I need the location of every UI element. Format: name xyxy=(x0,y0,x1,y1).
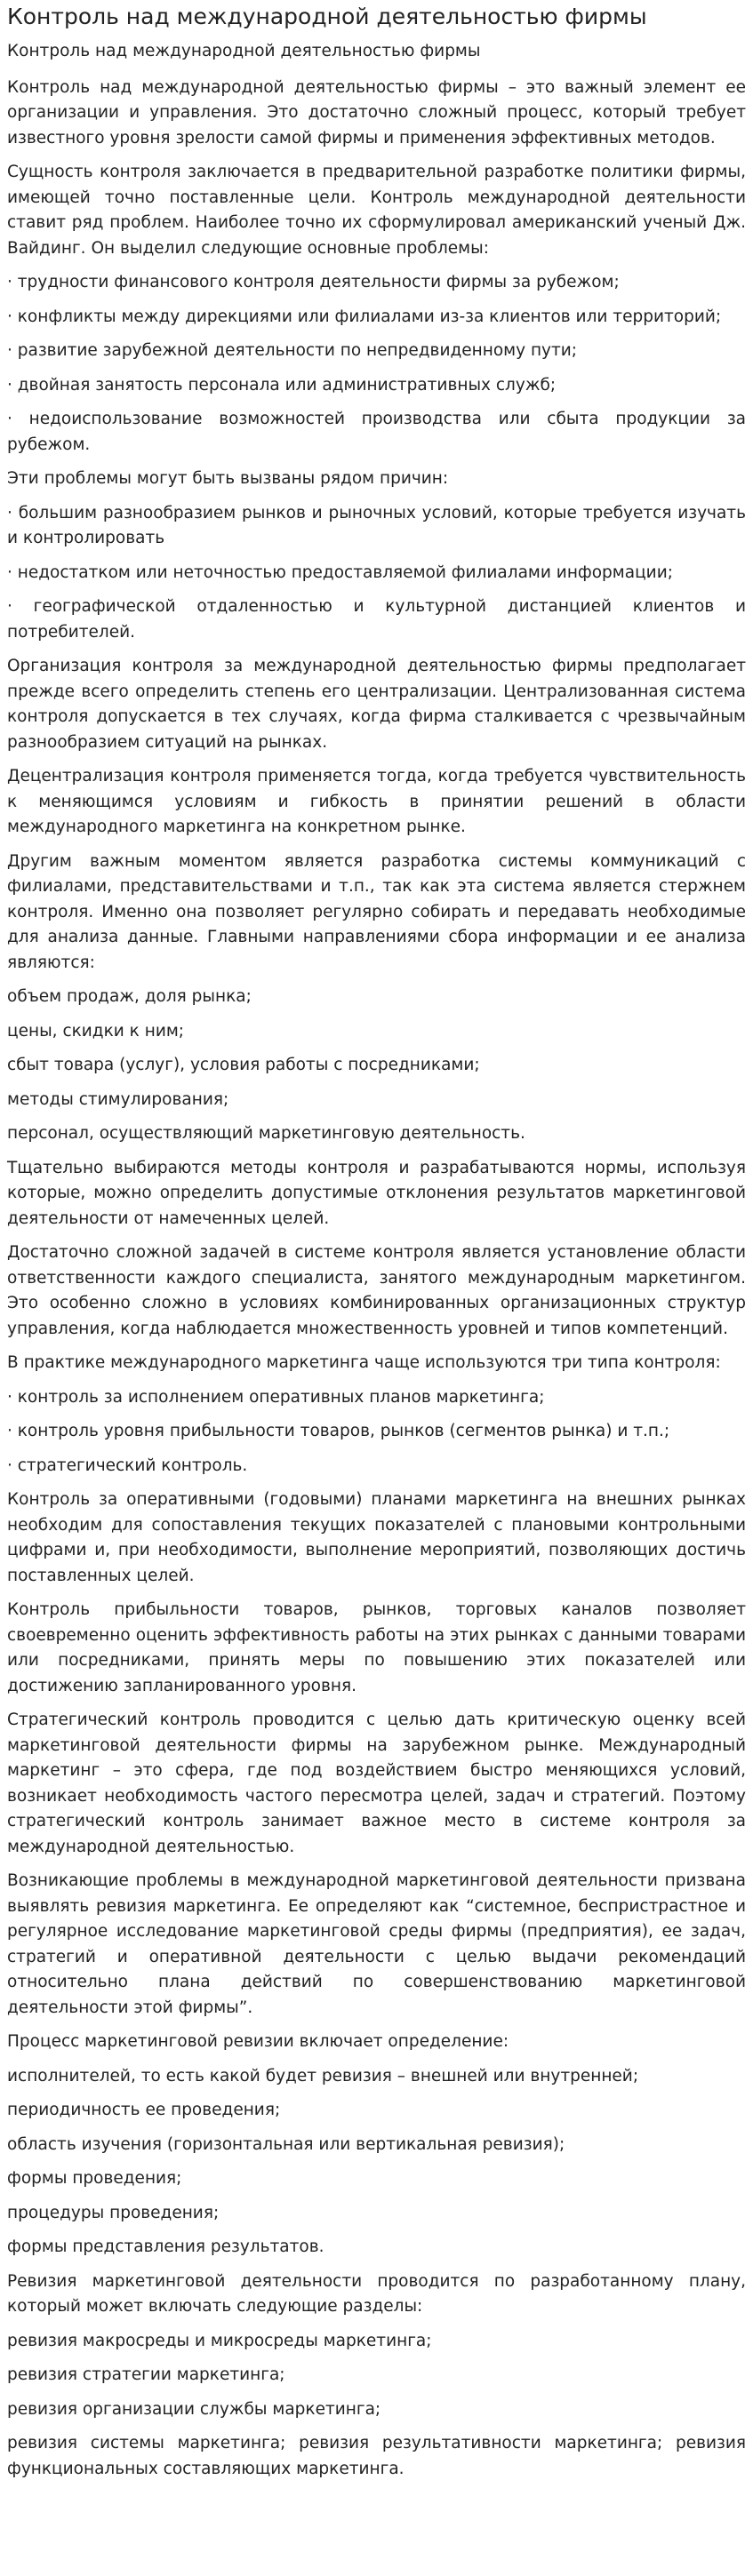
paragraph: ревизия системы маркетинга; ревизия результативности маркетинга; ревизия функциональных составляющих маркетинга. xyxy=(7,2434,746,2478)
bullet-item: · двойная занятость персонала или административных служб; xyxy=(7,375,557,395)
paragraph: Ревизия маркетинговой деятельности проводится по разработанному плану, который может включать следующие разделы: xyxy=(7,2271,746,2316)
paragraph: Сущность контроля заключается в предварительной разработке политики фирмы, имеющей точно поставленные цели. Контроль международной деятельности ставит ряд проблем. Наиболее точно их сформулировал американский ученый Дж. Вайдинг. Он выделил следующие основные проблемы: xyxy=(7,163,746,258)
paragraph: Процесс маркетинговой ревизии включает определение: xyxy=(7,2032,509,2051)
bullet-item: · контроль уровня прибыльности товаров, рынков (сегментов рынка) и т.п.; xyxy=(7,1422,670,1440)
subtitle: Контроль над международной деятельностью фирмы xyxy=(7,42,481,60)
bullet-item: · недостатком или неточностью предоставляемой филиалами информации; xyxy=(7,562,673,582)
document-body xyxy=(7,39,746,2482)
paragraph: цены, скидки к ним; xyxy=(7,1021,185,1041)
paragraph: Контроль прибыльности товаров, рынков, торговых каналов позволяет своевременно оценить эффективность работы на этих рынках с данными товарами или посредниками, принять меры по повышению этих показателей или достижению запланированного уровня. xyxy=(7,1600,746,1695)
paragraph: Достаточно сложной задачей в системе контроля является установление области ответственности каждого специалиста, занятого международным маркетингом. Это особенно сложно в условиях комбинированных организационных структур управления, когда наблюдается множественность уровней и типов компетенций. xyxy=(7,1243,746,1338)
paragraph: ревизия стратегии маркетинга; xyxy=(7,2365,285,2384)
paragraph: Другим важным моментом является разработка системы коммуникаций с филиалами, представительствами и т.п., так как эта система является стержнем контроля. Именно она позволяет регулярно собирать и передавать необходимые для анализа данные. Главными направлениями сбора информации и ее анализа являются: xyxy=(7,851,746,972)
paragraph: формы проведения; xyxy=(7,2169,182,2188)
paragraph: Возникающие проблемы в международной маркетинговой деятельности призвана выявлять ревизия маркетинга. Ее определяют как “системное, беспристрастное и регулярное исследование маркетинговой среды фирмы (предприятия), ее задач, стратегий и оперативной деятельности с целью выдачи рекомендаций относительно плана действий по совершенствованию маркетинговой деятельности этой фирмы”. xyxy=(7,1871,746,2017)
paragraph: Контроль над международной деятельностью фирмы – это важный элемент ее организации и управления. Это достаточно сложный процесс, который требует известного уровня зрелости самой фирмы и применения эффективных методов. xyxy=(7,77,746,148)
bullet-item: · географической отдаленностью и культурной дистанцией клиентов и потребителей. xyxy=(7,597,746,642)
paragraph: Стратегический контроль проводится с целью дать критическую оценку всей маркетинговой деятельности фирмы на зарубежном рынке. Международный маркетинг – это сфера, где под воздействием быстро меняющихся условий, возникает необходимость частого пересмотра целей, задач и стратегий. Поэтому стратегический контроль занимает важное место в системе контроля за международной деятельностью. xyxy=(7,1711,746,1856)
paragraph: Тщательно выбираются методы контроля и разрабатываются нормы, используя которые, можно определить допустимые отклонения результатов маркетинговой деятельности от намеченных целей. xyxy=(7,1158,746,1228)
paragraph: процедуры проведения; xyxy=(7,2203,220,2222)
paragraph: Контроль за оперативными (годовыми) планами маркетинга на внешних рынках необходим для сопоставления текущих показателей с плановыми контрольными цифрами и, при необходимости, выполнение мероприятий, позволяющих достичь поставленных целей. xyxy=(7,1490,746,1585)
bullet-item: · развитие зарубежной деятельности по непредвиденному пути; xyxy=(7,341,578,360)
page-title: Контроль над международной деятельностью фирмы xyxy=(7,4,647,29)
bullet-item: · контроль за исполнением оперативных планов маркетинга; xyxy=(7,1387,545,1407)
document xyxy=(0,4,753,2482)
bullet-item: · конфликты между дирекциями или филиалами из-за клиентов или территорий; xyxy=(7,307,722,326)
paragraph: Организация контроля за международной деятельностью фирмы предполагает прежде всего определить степень его централизации. Централизованная система контроля допускается в тех случаях, когда фирма сталкивается с чрезвычайным разнообразием ситуаций на рынках. xyxy=(7,657,746,752)
bullet-item: · недоиспользование возможностей производства или сбыта продукции за рубежом. xyxy=(7,410,746,454)
paragraph: объем продаж, доля рынка; xyxy=(7,987,252,1006)
paragraph: ревизия макросреды и микросреды маркетинга; xyxy=(7,2331,432,2350)
paragraph: В практике международного маркетинга чаще используются три типа контроля: xyxy=(7,1353,721,1372)
paragraph: методы стимулирования; xyxy=(7,1089,229,1109)
paragraph: Эти проблемы могут быть вызваны рядом причин: xyxy=(7,469,449,488)
paragraph: исполнителей, то есть какой будет ревизия – внешней или внутренней; xyxy=(7,2066,639,2086)
bullet-item: · большим разнообразием рынков и рыночных условий, которые требуется изучать и контролировать xyxy=(7,503,746,547)
paragraph: сбыт товара (услуг), условия работы с посредниками; xyxy=(7,1056,480,1074)
paragraph: область изучения (горизонтальная или вертикальная ревизия); xyxy=(7,2134,565,2154)
paragraph: персонал, осуществляющий маркетинговую деятельность. xyxy=(7,1124,525,1143)
bullet-item: · стратегический контроль. xyxy=(7,1455,248,1475)
paragraph: Децентрализация контроля применяется тогда, когда требуется чувствительность к меняющимся условиям и гибкость в принятии решений в области международного маркетинга на конкретном рынке. xyxy=(7,767,746,836)
paragraph: периодичность ее проведения; xyxy=(7,2101,281,2119)
paragraph: формы представления результатов. xyxy=(7,2237,324,2256)
bullet-item: · трудности финансового контроля деятельности фирмы за рубежом; xyxy=(7,273,620,291)
paragraph: ревизия организации службы маркетинга; xyxy=(7,2399,381,2419)
